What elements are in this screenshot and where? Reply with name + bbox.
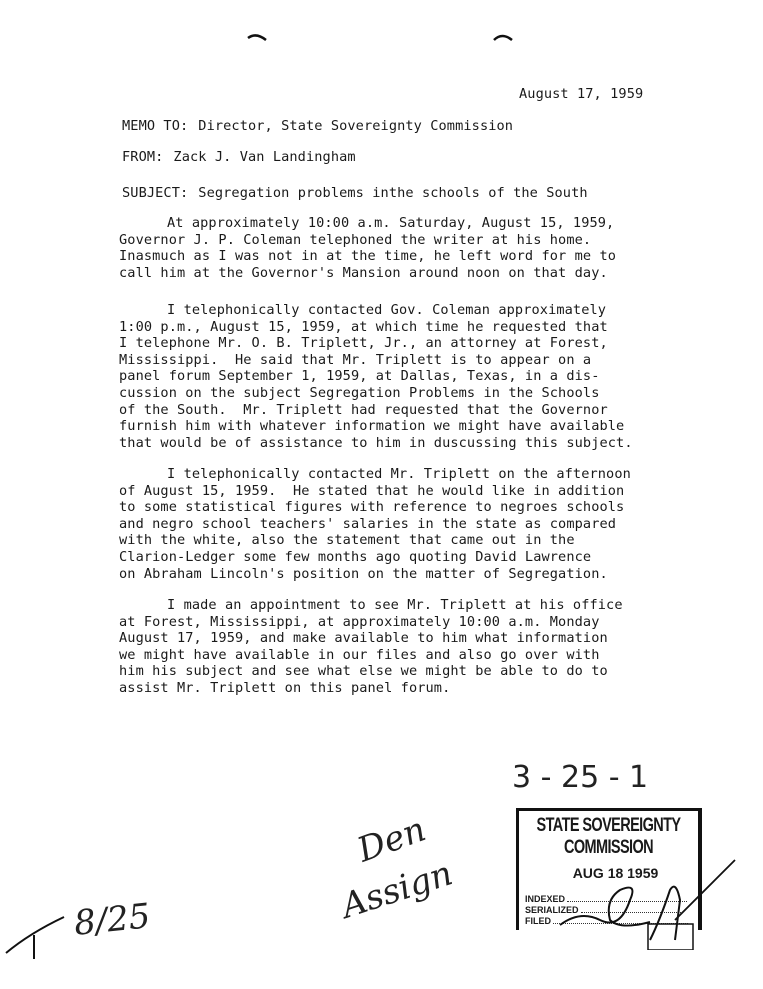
paragraph-line: of the South. Mr. Triplett had requested that the Governor	[119, 401, 608, 418]
paragraph-line: assist Mr. Triplett on this panel forum.	[119, 679, 451, 696]
paragraph-line: call him at the Governor's Mansion around noon on that day.	[119, 264, 608, 281]
paragraph-line: furnish him with whatever information we might have available	[119, 418, 625, 435]
paragraph-line: I telephonically contacted Mr. Triplett on the afternoon	[167, 466, 631, 482]
stamp-row-label: SERIALIZED	[525, 905, 579, 915]
stamp-row-label: FILED	[525, 916, 551, 926]
memo-subject-value: Segregation problems inthe schools of the South	[198, 185, 588, 201]
handwritten-note-assign: Assign	[336, 853, 458, 927]
paragraph-line: Mississippi. He said that Mr. Triplett is to appear on a	[119, 351, 592, 368]
paragraph-line: on Abraham Lincoln's position on the matter of Segregation.	[119, 565, 608, 582]
paragraph-line: Clarion-Ledger some few months ago quoting David Lawrence	[119, 548, 592, 565]
paragraph-line: we might have available in our files and also go over with	[119, 646, 600, 663]
memo-from-label: FROM:	[122, 149, 164, 165]
paragraph-4	[119, 597, 684, 697]
paragraph-1	[119, 215, 684, 281]
paragraph-2	[119, 302, 684, 451]
paragraph-line: at Forest, Mississippi, at approximately 10:00 a.m. Monday	[119, 613, 600, 630]
stamp-signature-scribble	[510, 830, 750, 950]
memo-date: August 17, 1959	[519, 86, 644, 102]
paragraph-line: I telephonically contacted Gov. Coleman approximately	[167, 302, 607, 318]
paragraph-3	[119, 466, 684, 582]
stamp-row-label: INDEXED	[525, 894, 566, 904]
handwritten-note-den: Den	[352, 809, 432, 871]
paragraph-line: cussion on the subject Segregation Problems in the Schools	[119, 384, 600, 401]
paragraph-line: Governor J. P. Coleman telephoned the writer at his home.	[119, 231, 592, 248]
paragraph-line: to some statistical figures with reference to negroes schools	[119, 499, 625, 516]
handwritten-date-note: 8/25	[72, 896, 153, 944]
memo-to-label: MEMO TO:	[122, 118, 189, 134]
paragraph-line: 1:00 p.m., August 15, 1959, at which time he requested that	[119, 318, 608, 335]
handwritten-file-number: 3 - 25 - 1	[512, 760, 649, 795]
paragraph-line: and negro school teachers' salaries in the state as compared	[119, 515, 617, 532]
handwritten-initial-mark	[0, 895, 70, 965]
memo-to-line	[122, 118, 513, 134]
paragraph-line: August 17, 1959, and make available to him what information	[119, 630, 608, 647]
paragraph-line: that would be of assistance to him in duscussing this subject.	[119, 434, 633, 451]
paragraph-line: I telephone Mr. O. B. Triplett, Jr., an attorney at Forest,	[119, 335, 608, 352]
paragraph-line: panel forum September 1, 1959, at Dallas, Texas, in a dis-	[119, 368, 600, 385]
memo-subject-label: SUBJECT:	[122, 185, 189, 201]
paragraph-line: him his subject and see what else we might be able to do to	[119, 663, 608, 680]
paragraph-line: At approximately 10:00 a.m. Saturday, August 15, 1959,	[167, 215, 615, 231]
paragraph-line: of August 15, 1959. He stated that he would like in addition	[119, 482, 625, 499]
paragraph-line: I made an appointment to see Mr. Triplett at his office	[167, 597, 623, 613]
memo-from-value: Zack J. Van Landingham	[173, 149, 356, 165]
memo-subject-line	[122, 185, 588, 201]
memo-to-value: Director, State Sovereignty Commission	[198, 118, 514, 134]
memo-from-line	[122, 149, 356, 165]
staple-marks	[240, 28, 540, 48]
stamp-title: STATE SOVEREIGNTY COMMISSION	[536, 815, 681, 859]
paragraph-line: with the white, also the statement that came out in the	[119, 532, 575, 549]
paragraph-line: Inasmuch as I was not in at the time, he left word for me to	[119, 248, 617, 265]
stamp-date: AUG 18 1959	[572, 865, 659, 881]
